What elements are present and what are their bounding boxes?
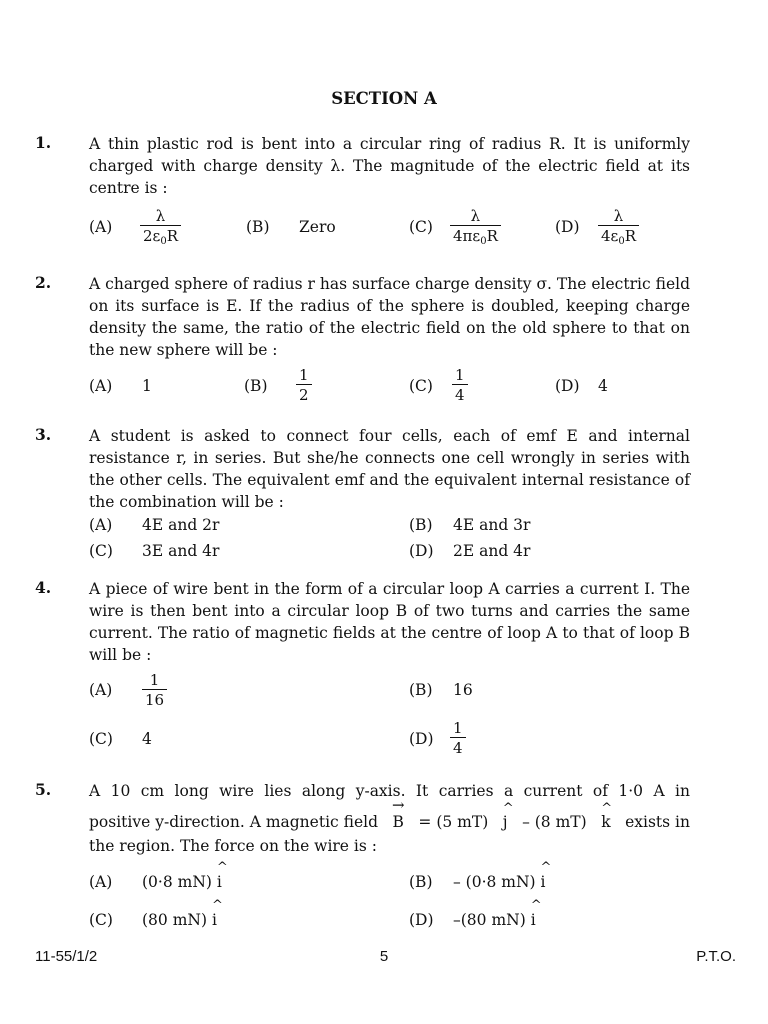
q4-option-b-value: 16	[453, 681, 473, 699]
unit-vector-j: ^ j	[502, 801, 514, 831]
q1-option-b-value: Zero	[299, 218, 336, 236]
q1-option-a-fraction: $\frac{\lambda}{2\varepsilon_0R}$	[140, 208, 181, 250]
q2-option-d-label: (D)	[555, 377, 580, 395]
q1-option-a-label: (A)	[89, 218, 113, 236]
q3-option-d-label: (D)	[409, 542, 434, 560]
q3-option-b-label: (B)	[409, 516, 433, 534]
q5-option-a-value: (0·8 mN) ^ i	[142, 860, 228, 891]
q5-option-c-value: (80 mN) ^ i	[142, 898, 223, 929]
q5-option-d-value: –(80 mN) ^ i	[453, 898, 542, 929]
q1-option-c-fraction: $\frac{\lambda}{4\pi\varepsilon_0R}$	[450, 208, 501, 250]
q3-option-a-value: 4E and 2r	[142, 516, 220, 534]
q1-option-c-label: (C)	[409, 218, 433, 236]
q3-option-b-value: 4E and 3r	[453, 516, 531, 534]
question-1-number: 1.	[35, 133, 52, 152]
q2-option-b-fraction: $\frac{1}{2}$	[296, 367, 312, 404]
q4-option-c-value: 4	[142, 730, 152, 748]
q3-option-a-label: (A)	[89, 516, 113, 534]
section-title: SECTION A	[331, 89, 437, 108]
q4-option-d-fraction: $\frac{1}{4}$	[450, 720, 466, 757]
q2-option-a-value: 1	[142, 377, 152, 395]
vector-b-symbol: → B	[391, 796, 405, 831]
please-turn-over: P.T.O.	[696, 948, 736, 965]
q2-option-a-label: (A)	[89, 377, 113, 395]
q2-option-c-label: (C)	[409, 377, 433, 395]
question-5-text-line-2: positive y-direction. A magnetic field → B = (5 mT) ^ j – (8 mT) ^ k exists in	[89, 796, 690, 831]
q5-option-c-label: (C)	[89, 911, 113, 929]
question-4-number: 4.	[35, 578, 52, 597]
question-5-text-line-3: the region. The force on the wire is :	[89, 837, 377, 855]
q3-option-c-value: 3E and 4r	[142, 542, 220, 560]
question-1-text: A thin plastic rod is bent into a circular ring of radius R. It is uniformly charged with charge density λ. The magnitude of the electric field at its centre is :	[89, 135, 690, 197]
question-2-text: A charged sphere of radius r has surface charge density σ. The electric field on its surface is E. If the radius of the sphere is doubled, keeping charge density the same, the ratio of the electric field on the old sphere to that on the new sphere will be :	[89, 275, 690, 359]
q5-option-b-label: (B)	[409, 873, 433, 891]
q4-option-b-label: (B)	[409, 681, 433, 699]
q3-option-d-value: 2E and 4r	[453, 542, 531, 560]
unit-vector-k: ^ k	[601, 801, 613, 831]
q1-option-d-label: (D)	[555, 218, 580, 236]
q2-option-c-fraction: $\frac{1}{4}$	[452, 367, 468, 404]
question-3-text: A student is asked to connect four cells, each of emf E and internal resistance r, in series. But she/he connects one cell wrongly in series with the other cells. The equivalent emf and the equivalent internal resistance of the combination will be :	[89, 427, 690, 511]
question-2-number: 2.	[35, 273, 52, 292]
q4-option-c-label: (C)	[89, 730, 113, 748]
q4-option-d-label: (D)	[409, 730, 434, 748]
q5-option-b-value: – (0·8 mN) ^ i	[453, 860, 552, 891]
q5-option-a-label: (A)	[89, 873, 113, 891]
paper-code: 11-55/1/2	[35, 948, 98, 965]
question-5-number: 5.	[35, 780, 52, 799]
question-5-text-line-1: A 10 cm long wire lies along y-axis. It carries a current of 1·0 A in	[89, 782, 690, 800]
page-number: 5	[379, 948, 389, 965]
question-3-number: 3.	[35, 425, 52, 444]
q2-option-b-label: (B)	[244, 377, 268, 395]
q4-option-a-fraction: $\frac{1}{16}$	[142, 672, 167, 709]
q2-option-d-value: 4	[598, 377, 608, 395]
q3-option-c-label: (C)	[89, 542, 113, 560]
question-4-text: A piece of wire bent in the form of a circular loop A carries a current I. The wire is then bent into a circular loop B of two turns and carries the same current. The ratio of magnetic fields at the centre of loop A to that of loop B will be :	[89, 580, 690, 664]
q4-option-a-label: (A)	[89, 681, 113, 699]
q1-option-d-fraction: $\frac{\lambda}{4\varepsilon_0R}$	[598, 208, 639, 250]
q5-option-d-label: (D)	[409, 911, 434, 929]
q1-option-b-label: (B)	[246, 218, 270, 236]
